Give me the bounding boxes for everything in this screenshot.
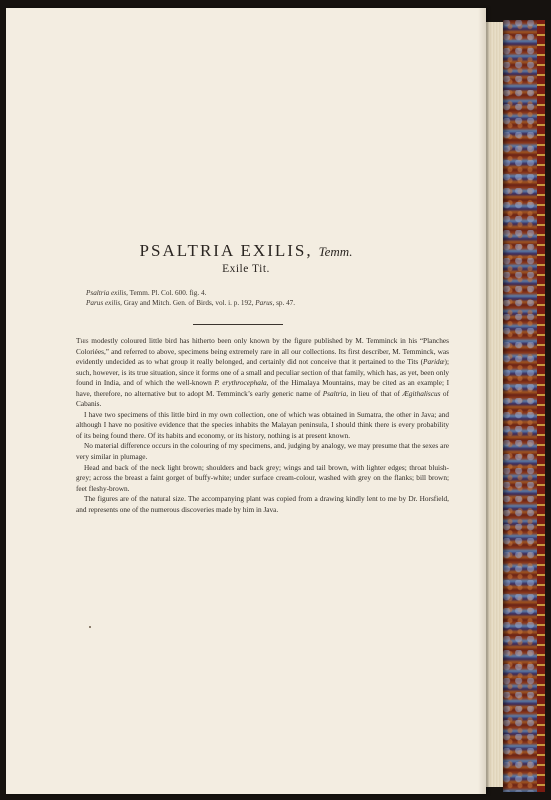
species-reference: P. erythrocephala, xyxy=(214,378,269,388)
synonym-species-number: sp. 47. xyxy=(276,299,296,307)
synonym-reference: Temm. Pl. Col. 600. fig. 4. xyxy=(129,289,207,297)
synonym-name: Parus exilis, xyxy=(86,299,122,307)
synonym-line xyxy=(86,298,446,308)
opening-word: This xyxy=(76,336,89,345)
family-name: Paridæ xyxy=(423,357,445,367)
page-edges xyxy=(484,22,504,787)
text-run: modestly coloured little bird has hitherto been only known by the figure published by M. Temminck in his “Planches Coloriées,” and referred to above, specimens being extremely rare in all our collections. Its first describer, M. Temminck, was evidently undecided as to what group it really belonged, and certainly did not conceive that it pertained to the Tits ( xyxy=(76,336,449,367)
text-run: of the Himalaya Mountains, may be cited as an example; I have, therefore, no alternative but to adopt M. Temminck’s early generic name of xyxy=(76,378,450,398)
paper-speck xyxy=(89,626,91,628)
paragraph-5: The figures are of the natural size. The accompanying plant was copied from a drawing kindly lent to me by Dr. Horsfield, and represents one of the numerous discoveries made by him in Java. xyxy=(76,494,449,514)
book-page xyxy=(6,8,486,794)
genus-reference: Psaltria, xyxy=(322,388,349,398)
text-run: in lieu of that of xyxy=(350,388,400,398)
synonym-reference: Gray and Mitch. Gen. of Birds, vol. i. p. 192, xyxy=(123,299,254,307)
synonym-name: Psaltria exilis, xyxy=(86,289,128,297)
synonymy xyxy=(86,288,446,308)
text-run: ); such, however, is its true situation, since it forms one of a small and peculiar section of that family, which has, as yet, been only found in India, and of which the well-known xyxy=(76,357,449,388)
text-run: of Cabanis. xyxy=(76,388,450,409)
binding-border xyxy=(537,20,545,792)
paragraph-3: No material difference occurs in the colouring of my specimens, and, judging by analogy, we may presume that the sexes are very similar in plumage. xyxy=(76,441,449,462)
genus-reference-2: Ægithaliscus xyxy=(402,388,441,398)
page-title xyxy=(6,241,486,261)
species-name: PSALTRIA EXILIS, xyxy=(139,241,313,260)
synonym-line xyxy=(86,288,446,298)
paragraph-1 xyxy=(76,336,449,410)
synonym-genus: Parus, xyxy=(255,299,275,307)
common-name: Exile Tit. xyxy=(222,263,270,275)
divider-rule xyxy=(193,324,283,325)
paragraph-4: Head and back of the neck light brown; shoulders and back grey; wings and tail brown, with lighter edges; throat bluish-grey; across the breast a faint gorget of buffy-white; under surface cream-colour, washed with grey on the flanks; bill brown; feet fleshy-brown. xyxy=(76,462,449,493)
species-author: Temm. xyxy=(318,244,353,259)
paragraph-2: I have two specimens of this little bird in my own collection, one of which was obtained in Sumatra, the other in Java; and although I have no positive evidence that the species inhabits the Malayan peninsula, I should think there is every probability of its being found there. Of its habits and economy, or its history, nothing is at present known. xyxy=(76,409,449,440)
description-text xyxy=(76,336,449,515)
